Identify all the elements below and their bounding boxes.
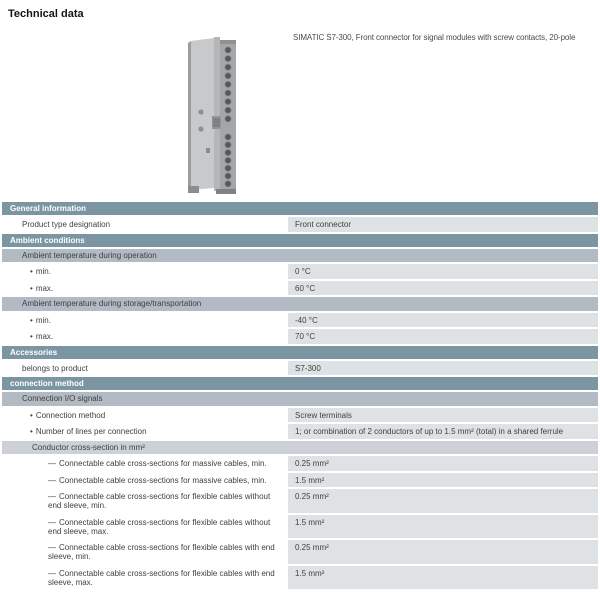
row-label: Connection I/O signals: [22, 394, 103, 404]
row-label-cell: [2, 329, 288, 344]
row-value-cell: [288, 264, 598, 279]
row-label-cell: [2, 540, 288, 564]
row-value: 0.25 mm²: [295, 492, 329, 501]
row-label-cell: [2, 456, 288, 471]
row-value: 1; or combination of 2 conductors of up to 1.5 mm² (total) in a shared ferrule: [295, 427, 564, 436]
row-value-cell: [288, 361, 598, 376]
section-header-row: [2, 234, 598, 247]
row-label-cell: [2, 515, 288, 539]
table-row: [2, 329, 598, 344]
row-value-cell: [288, 217, 598, 232]
row-value: S7-300: [295, 363, 321, 373]
row-label-cell: [2, 313, 288, 328]
row-label: Ambient conditions: [10, 235, 85, 245]
table-row: [2, 361, 598, 376]
row-label: Connectable cable cross-sections for massive cables, min.: [59, 475, 267, 485]
row-label: connection method: [10, 379, 84, 388]
subsection-row: [2, 392, 598, 406]
row-value-cell: [288, 515, 598, 539]
row-label: General information: [10, 204, 87, 213]
section-header-row: [2, 346, 598, 359]
row-label: Connectable cable cross-sections for flexible cables without end sleeve, max.: [48, 517, 271, 536]
table-row: [2, 217, 598, 232]
row-value: 1.5 mm²: [295, 475, 325, 485]
row-value: 70 °C: [295, 332, 316, 341]
bullet-marker: •: [30, 427, 33, 436]
row-label-cell: [2, 473, 288, 488]
row-value: 60 °C: [295, 283, 316, 293]
product-description: SIMATIC S7-300, Front connector for signal modules with screw contacts, 20-pole: [293, 33, 576, 42]
row-value: 0.25 mm²: [295, 459, 329, 468]
row-label-cell: [2, 264, 288, 279]
section-header-row: [2, 377, 598, 390]
table-row: [2, 540, 598, 564]
bullet-marker: •: [30, 410, 33, 420]
row-label: Number of lines per connection: [35, 427, 147, 436]
row-label: Connectable cable cross-sections for flexible cables with end sleeve, min.: [48, 543, 275, 561]
row-label: min.: [35, 315, 51, 325]
table-row: [2, 515, 598, 539]
row-value: Screw terminals: [295, 410, 352, 420]
table-row: [2, 473, 598, 488]
dash-marker: —: [48, 492, 56, 501]
dash-marker: —: [48, 459, 56, 468]
subsection-row: [2, 441, 598, 455]
bullet-marker: •: [30, 267, 33, 276]
table-row: [2, 489, 598, 513]
table-row: [2, 456, 598, 471]
row-value-cell: [288, 473, 598, 488]
row-label-cell: [2, 281, 288, 296]
row-value-cell: [288, 489, 598, 513]
table-row: [2, 566, 598, 590]
row-label: Connection method: [35, 410, 106, 420]
row-label: Connectable cable cross-sections for massive cables, min.: [59, 459, 267, 468]
row-label: Accessories: [10, 347, 58, 357]
row-value-cell: [288, 313, 598, 328]
row-value: 0.25 mm²: [295, 543, 329, 552]
row-value-cell: [288, 456, 598, 471]
table-row: [2, 408, 598, 423]
dash-marker: —: [48, 475, 56, 485]
product-photo-front-connector: [186, 36, 246, 201]
terminal-circles: [225, 47, 231, 187]
row-label-cell: [2, 566, 288, 590]
table-row: [2, 424, 598, 439]
row-value-cell: [288, 566, 598, 590]
section-header-row: [2, 202, 598, 215]
row-value-cell: [288, 408, 598, 423]
dash-marker: —: [48, 543, 56, 552]
row-label: Ambient temperature during operation: [22, 250, 157, 260]
table-row: [2, 313, 598, 328]
row-label: Conductor cross-section in mm²: [32, 442, 145, 452]
row-label: max.: [35, 283, 54, 293]
table-row: [2, 281, 598, 296]
subsection-row: [2, 249, 598, 263]
row-value-cell: [288, 540, 598, 564]
row-label: Ambient temperature during storage/transportation: [22, 299, 202, 309]
row-label: Connectable cable cross-sections for flexible cables with end sleeve, max.: [48, 568, 275, 587]
row-label: Connectable cable cross-sections for flexible cables without end sleeve, min.: [48, 492, 271, 510]
row-label: min.: [35, 267, 51, 276]
row-value: 1.5 mm²: [295, 568, 325, 578]
dash-marker: —: [48, 517, 56, 527]
bullet-marker: •: [30, 283, 33, 293]
row-value-cell: [288, 329, 598, 344]
row-value: 1.5 mm²: [295, 517, 325, 527]
row-value: Front connector: [295, 220, 352, 229]
row-value: 0 °C: [295, 267, 311, 276]
bullet-marker: •: [30, 315, 33, 325]
row-label-cell: [2, 408, 288, 423]
table-row: [2, 264, 598, 279]
row-value-cell: [288, 281, 598, 296]
row-label: Product type designation: [22, 220, 111, 229]
spec-table: [2, 202, 598, 591]
row-label: max.: [35, 332, 54, 341]
page-title: Technical data: [8, 8, 84, 20]
row-value-cell: [288, 424, 598, 439]
subsection-row: [2, 297, 598, 311]
row-label-cell: [2, 361, 288, 376]
row-value: -40 °C: [295, 315, 318, 325]
dash-marker: —: [48, 568, 56, 578]
row-label-cell: [2, 217, 288, 232]
row-label: belongs to product: [22, 363, 88, 373]
row-label-cell: [2, 424, 288, 439]
row-label-cell: [2, 489, 288, 513]
front-connector-image: [186, 36, 246, 196]
bullet-marker: •: [30, 332, 33, 341]
